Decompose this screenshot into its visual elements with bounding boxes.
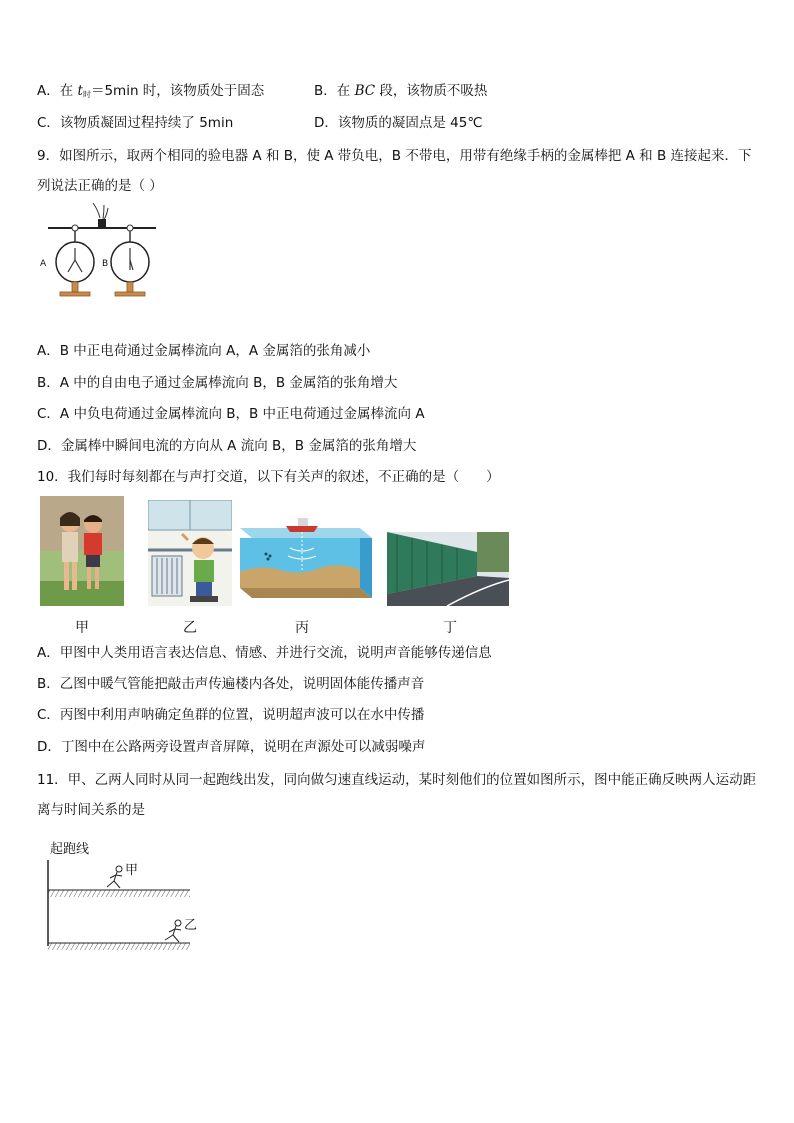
q8-b-suffix: 段，该物质不吸热 [375, 83, 488, 99]
q8-b-var: BC [354, 83, 376, 99]
q9-option-c: C．A 中负电荷通过金属棒流向 B，B 中正电荷通过金属棒流向 A [37, 406, 425, 422]
q8-option-a [37, 81, 264, 105]
q9-option-a: A．B 中正电荷通过金属棒流向 A，A 金属箔的张角减小 [37, 343, 371, 359]
image-sonar-ship [240, 510, 372, 608]
q8-a-prefix: A．在 [37, 83, 78, 99]
caption-yi: 乙 [183, 620, 197, 636]
caption-ding: 丁 [443, 620, 457, 636]
runner-yi-label: 乙 [184, 918, 198, 933]
runner-jia-icon [107, 866, 122, 888]
q8-a-var: t [77, 83, 83, 99]
q8-option-b [314, 81, 487, 101]
q8-a-suffix: ＝5min 时，该物质处于固态 [90, 83, 265, 99]
q9-option-b: B．A 中的自由电子通过金属棒流向 B，B 金属箔的张角增大 [37, 375, 398, 391]
label-b: B [102, 259, 109, 269]
runner-yi-icon [165, 920, 181, 942]
q9-option-d: D．金属棒中瞬间电流的方向从 A 流向 B，B 金属箔的张角增大 [37, 438, 417, 454]
q10-option-b: B．乙图中暖气管能把敲击声传遍楼内各处，说明固体能传播声音 [37, 676, 425, 692]
label-a: A [40, 259, 47, 269]
q10-stem: 10．我们每时每刻都在与声打交道，以下有关声的叙述，不正确的是（ ） [37, 469, 500, 485]
image-sound-barrier [387, 532, 509, 606]
running-track-figure [44, 836, 204, 956]
q10-option-d: D．丁图中在公路两旁设置声音屏障，说明在声源处可以减弱噪声 [37, 739, 426, 755]
runner-jia-label: 甲 [125, 863, 139, 878]
electroscope-figure [38, 200, 158, 300]
image-children-talking [40, 496, 124, 606]
q9-stem: 9．如图所示，取两个相同的验电器 A 和 B，使 A 带负电，B 不带电，用带有绝缘手柄的金属棒把 A 和 B 连接起来．下列说法正确的是（ ） [37, 148, 752, 194]
q8-a-sub: 时 [82, 90, 91, 99]
q8-option-c: C．该物质凝固过程持续了 5min [37, 115, 234, 131]
q11-stem: 11．甲、乙两人同时从同一起跑线出发，同向做匀速直线运动，某时刻他们的位置如图所示，图中能正确反映两人运动距离与时间关系的是 [37, 772, 757, 818]
caption-jia: 甲 [75, 620, 89, 636]
caption-bing: 丙 [295, 620, 309, 636]
q8-option-d: D．该物质的凝固点是 45℃ [314, 115, 483, 131]
q10-option-c: C．丙图中利用声呐确定鱼群的位置，说明超声波可以在水中传播 [37, 707, 425, 723]
q10-option-a: A．甲图中人类用语言表达信息、情感、并进行交流，说明声音能够传递信息 [37, 645, 492, 661]
image-heating-pipe [148, 500, 232, 606]
q8-b-prefix: B．在 [314, 83, 355, 99]
start-line-label: 起跑线 [50, 842, 90, 857]
